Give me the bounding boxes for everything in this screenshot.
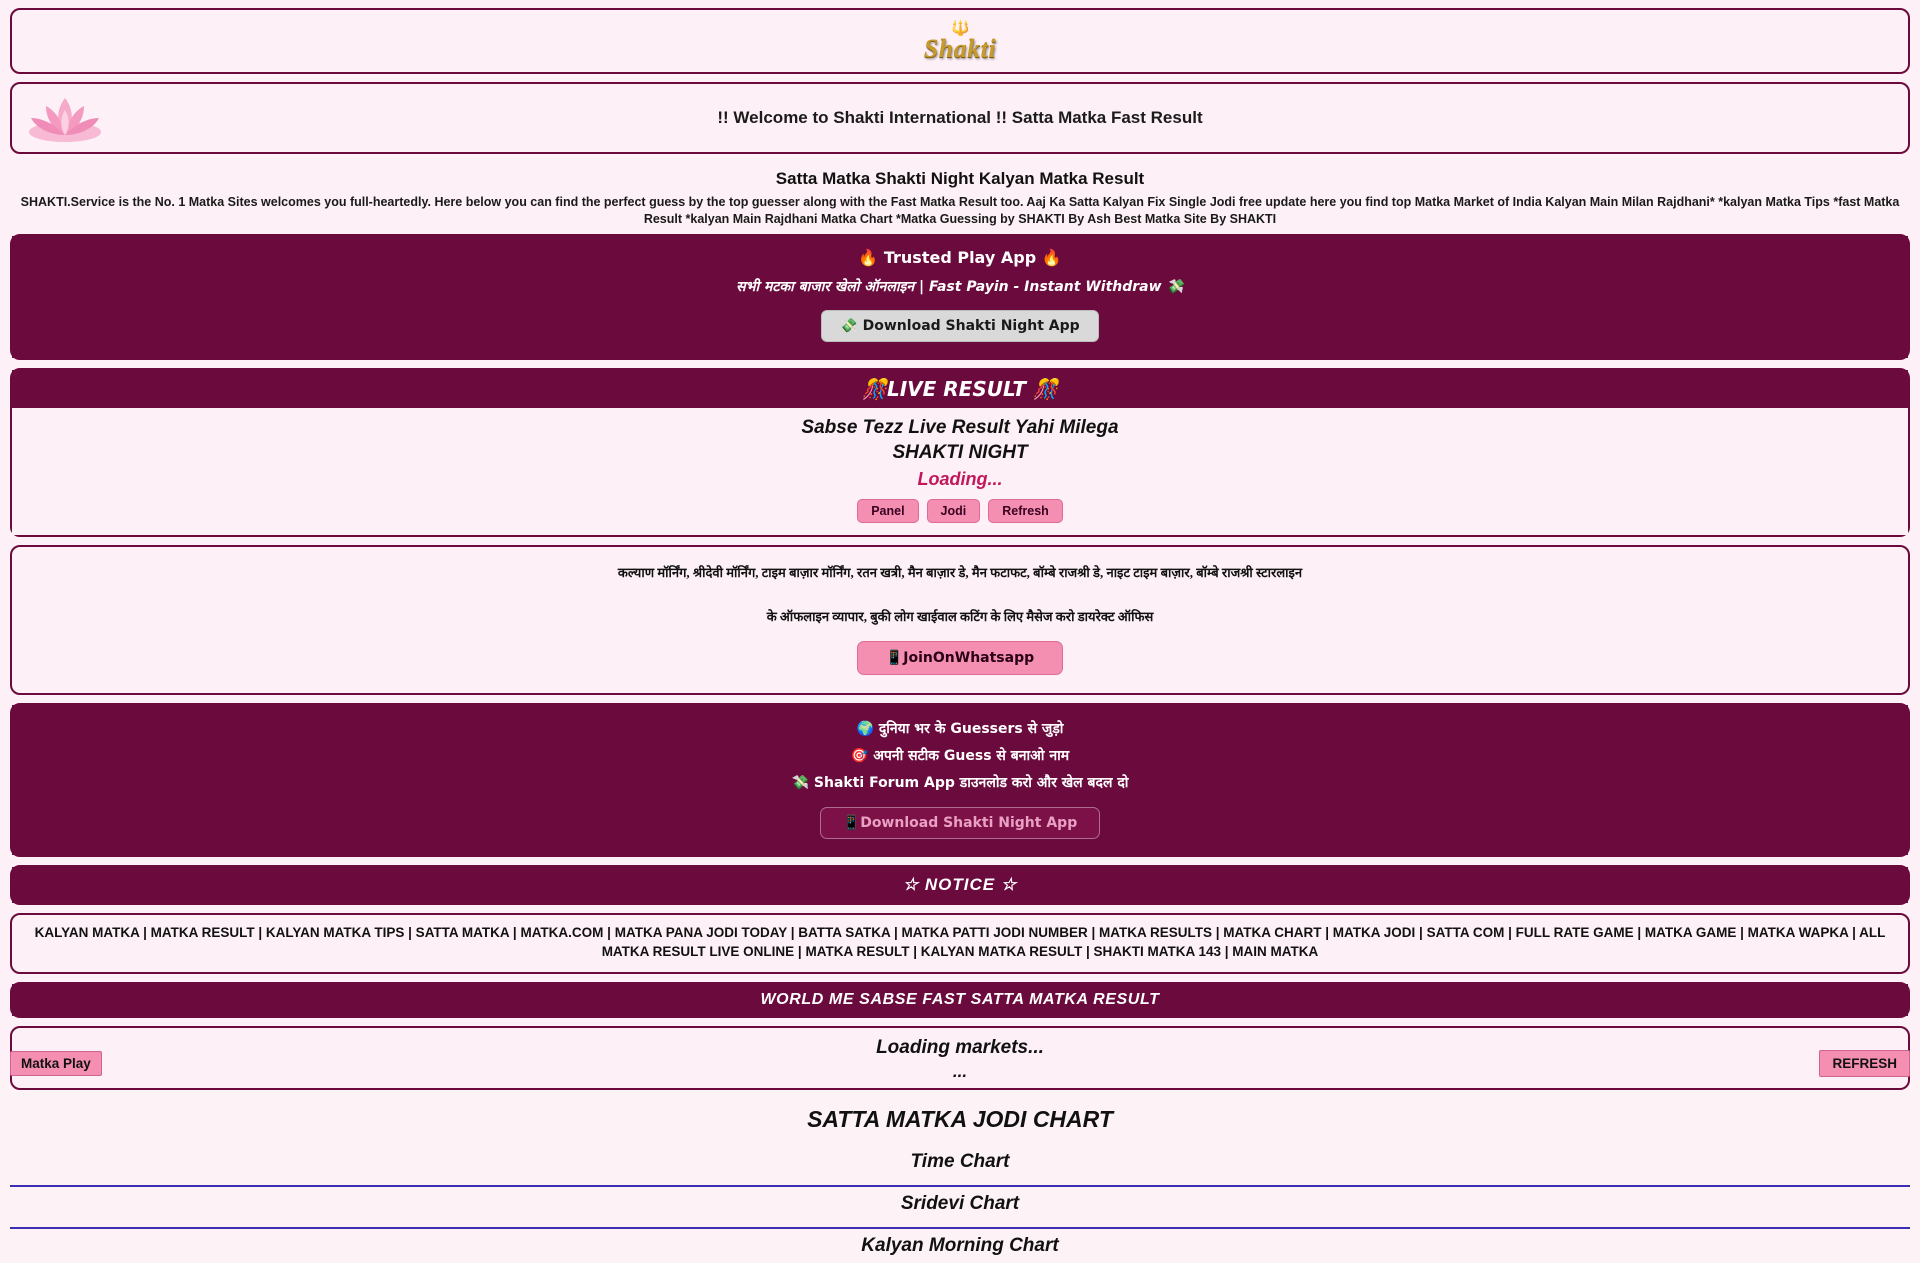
live-result-header: 🎊LIVE RESULT 🎊 [12, 370, 1908, 408]
refresh-button[interactable]: Refresh [988, 499, 1063, 523]
join-on-whatsapp-button[interactable]: 📱JoinOnWhatsapp [857, 641, 1063, 675]
trident-icon: 🔱 [951, 18, 969, 37]
matka-play-tag[interactable]: Matka Play [10, 1051, 102, 1076]
live-result-buttons [12, 499, 1908, 523]
offline-markets-list: कल्याण मॉर्निंग, श्रीदेवी मॉर्निंग, टाइम बाज़ार मॉर्निंग, रतन खत्री, मैन बाज़ार डे, मैन फटाफट, बॉम्बे राजश्री डे, नाइट टाइम बाज़ार, बॉम्बे राजश्री स्टारलाइन [617, 564, 1303, 580]
markets-loading-text: Loading markets... [876, 1036, 1044, 1058]
logo-bar [12, 10, 1908, 72]
live-result-tagline: Sabse Tezz Live Result Yahi Milega [801, 416, 1119, 438]
welcome-text: !! Welcome to Shakti International !! Satta Matka Fast Result [717, 108, 1203, 127]
offline-panel [10, 545, 1910, 695]
site-logo[interactable] [923, 18, 997, 63]
jodi-chart-title: SATTA MATKA JODI CHART [807, 1105, 1113, 1132]
trusted-app-title: 🔥 Trusted Play App 🔥 [858, 247, 1062, 267]
download-shakti-night-app-button-bottom[interactable]: 📱Download Shakti Night App [820, 807, 1100, 839]
markets-dots: ... [952, 1061, 968, 1081]
jodi-chart-section [10, 1098, 1910, 1263]
live-result-status: Loading... [917, 468, 1003, 489]
notice-header-panel [10, 865, 1910, 905]
guessers-body [12, 705, 1908, 855]
guessers-panel [10, 703, 1910, 857]
logo-text: Shakti [923, 33, 997, 63]
chart-item-sridevi[interactable]: Sridevi Chart [900, 1192, 1020, 1214]
panel-button[interactable]: Panel [857, 499, 918, 523]
welcome-panel [10, 82, 1910, 154]
world-fast-result-panel [10, 982, 1910, 1018]
bottom-bar [0, 1046, 1920, 1080]
guessers-line-3: 💸 Shakti Forum App डाउनलोड करो और खेल बदल दो [791, 774, 1129, 791]
page-title: Satta Matka Shakti Night Kalyan Matka Result [775, 169, 1145, 188]
live-result-panel [10, 368, 1910, 537]
offline-body [12, 547, 1908, 693]
offline-note: के ऑफलाइन व्यापार, बुकी लोग खाईवाल कटिंग के लिए मैसेज करो डायरेक्ट ऑफिस [766, 608, 1154, 624]
logo-panel [10, 8, 1910, 74]
welcome-bar [12, 84, 1908, 152]
guessers-line-2: 🎯 अपनी सटीक Guess से बनाओ नाम [850, 747, 1070, 764]
notice-title: ☆ NOTICE ☆ [12, 867, 1908, 903]
headline-block [10, 162, 1910, 234]
chart-item-kalyan-morning[interactable]: Kalyan Morning Chart [861, 1234, 1059, 1256]
page-description: SHAKTI.Service is the No. 1 Matka Sites welcomes you full-heartedly. Here below you can find the perfect guess by the top guesser along with the Fast Matka Result too. Aaj Ka Satta Kalyan Fix Single Jodi free update here you find top Matka Market of India Kalyan Main Milan Rajdhani* *kalyan Matka Tips *fast Matka Result *kalyan Main Rajdhani Matka Chart *Matka Guessing by SHAKTI By Ash Best Matka Site By SHAKTI [20, 195, 1900, 226]
keywords-panel [10, 913, 1910, 974]
chart-item-time[interactable]: Time Chart [910, 1150, 1010, 1172]
jodi-button[interactable]: Jodi [927, 499, 981, 523]
live-result-market-name: SHAKTI NIGHT [892, 441, 1028, 463]
trusted-app-body [12, 236, 1908, 358]
guessers-line-1: 🌍 दुनिया भर के Guessers से जुड़ो [856, 720, 1064, 737]
keywords-text: KALYAN MATKA | MATKA RESULT | KALYAN MATKA TIPS | SATTA MATKA | MATKA.COM | MATKA PANA JODI TODAY | BATTA SATKA | MATKA PATTI JODI NUMBER | MATKA RESULTS | MATKA CHART | MATKA JODI | SATTA COM | FULL RATE GAME | MATKA GAME | MATKA WAPKA | ALL MATKA RESULT LIVE ONLINE | MATKA RESULT | KALYAN MATKA RESULT | SHAKTI MATKA 143 | MAIN MATKA [34, 924, 1886, 960]
trusted-app-subtitle: सभी मटका बाजार खेलो ऑनलाइन | Fast Payin - Instant Withdraw 💸 [736, 278, 1184, 295]
download-shakti-night-app-button-top[interactable]: 💸 Download Shakti Night App [821, 310, 1098, 342]
bottom-refresh-button[interactable]: REFRESH [1819, 1050, 1910, 1077]
trusted-app-panel [10, 234, 1910, 360]
world-fast-result-text: WORLD ME SABSE FAST SATTA MATKA RESULT [12, 984, 1908, 1016]
live-result-body [12, 408, 1908, 535]
